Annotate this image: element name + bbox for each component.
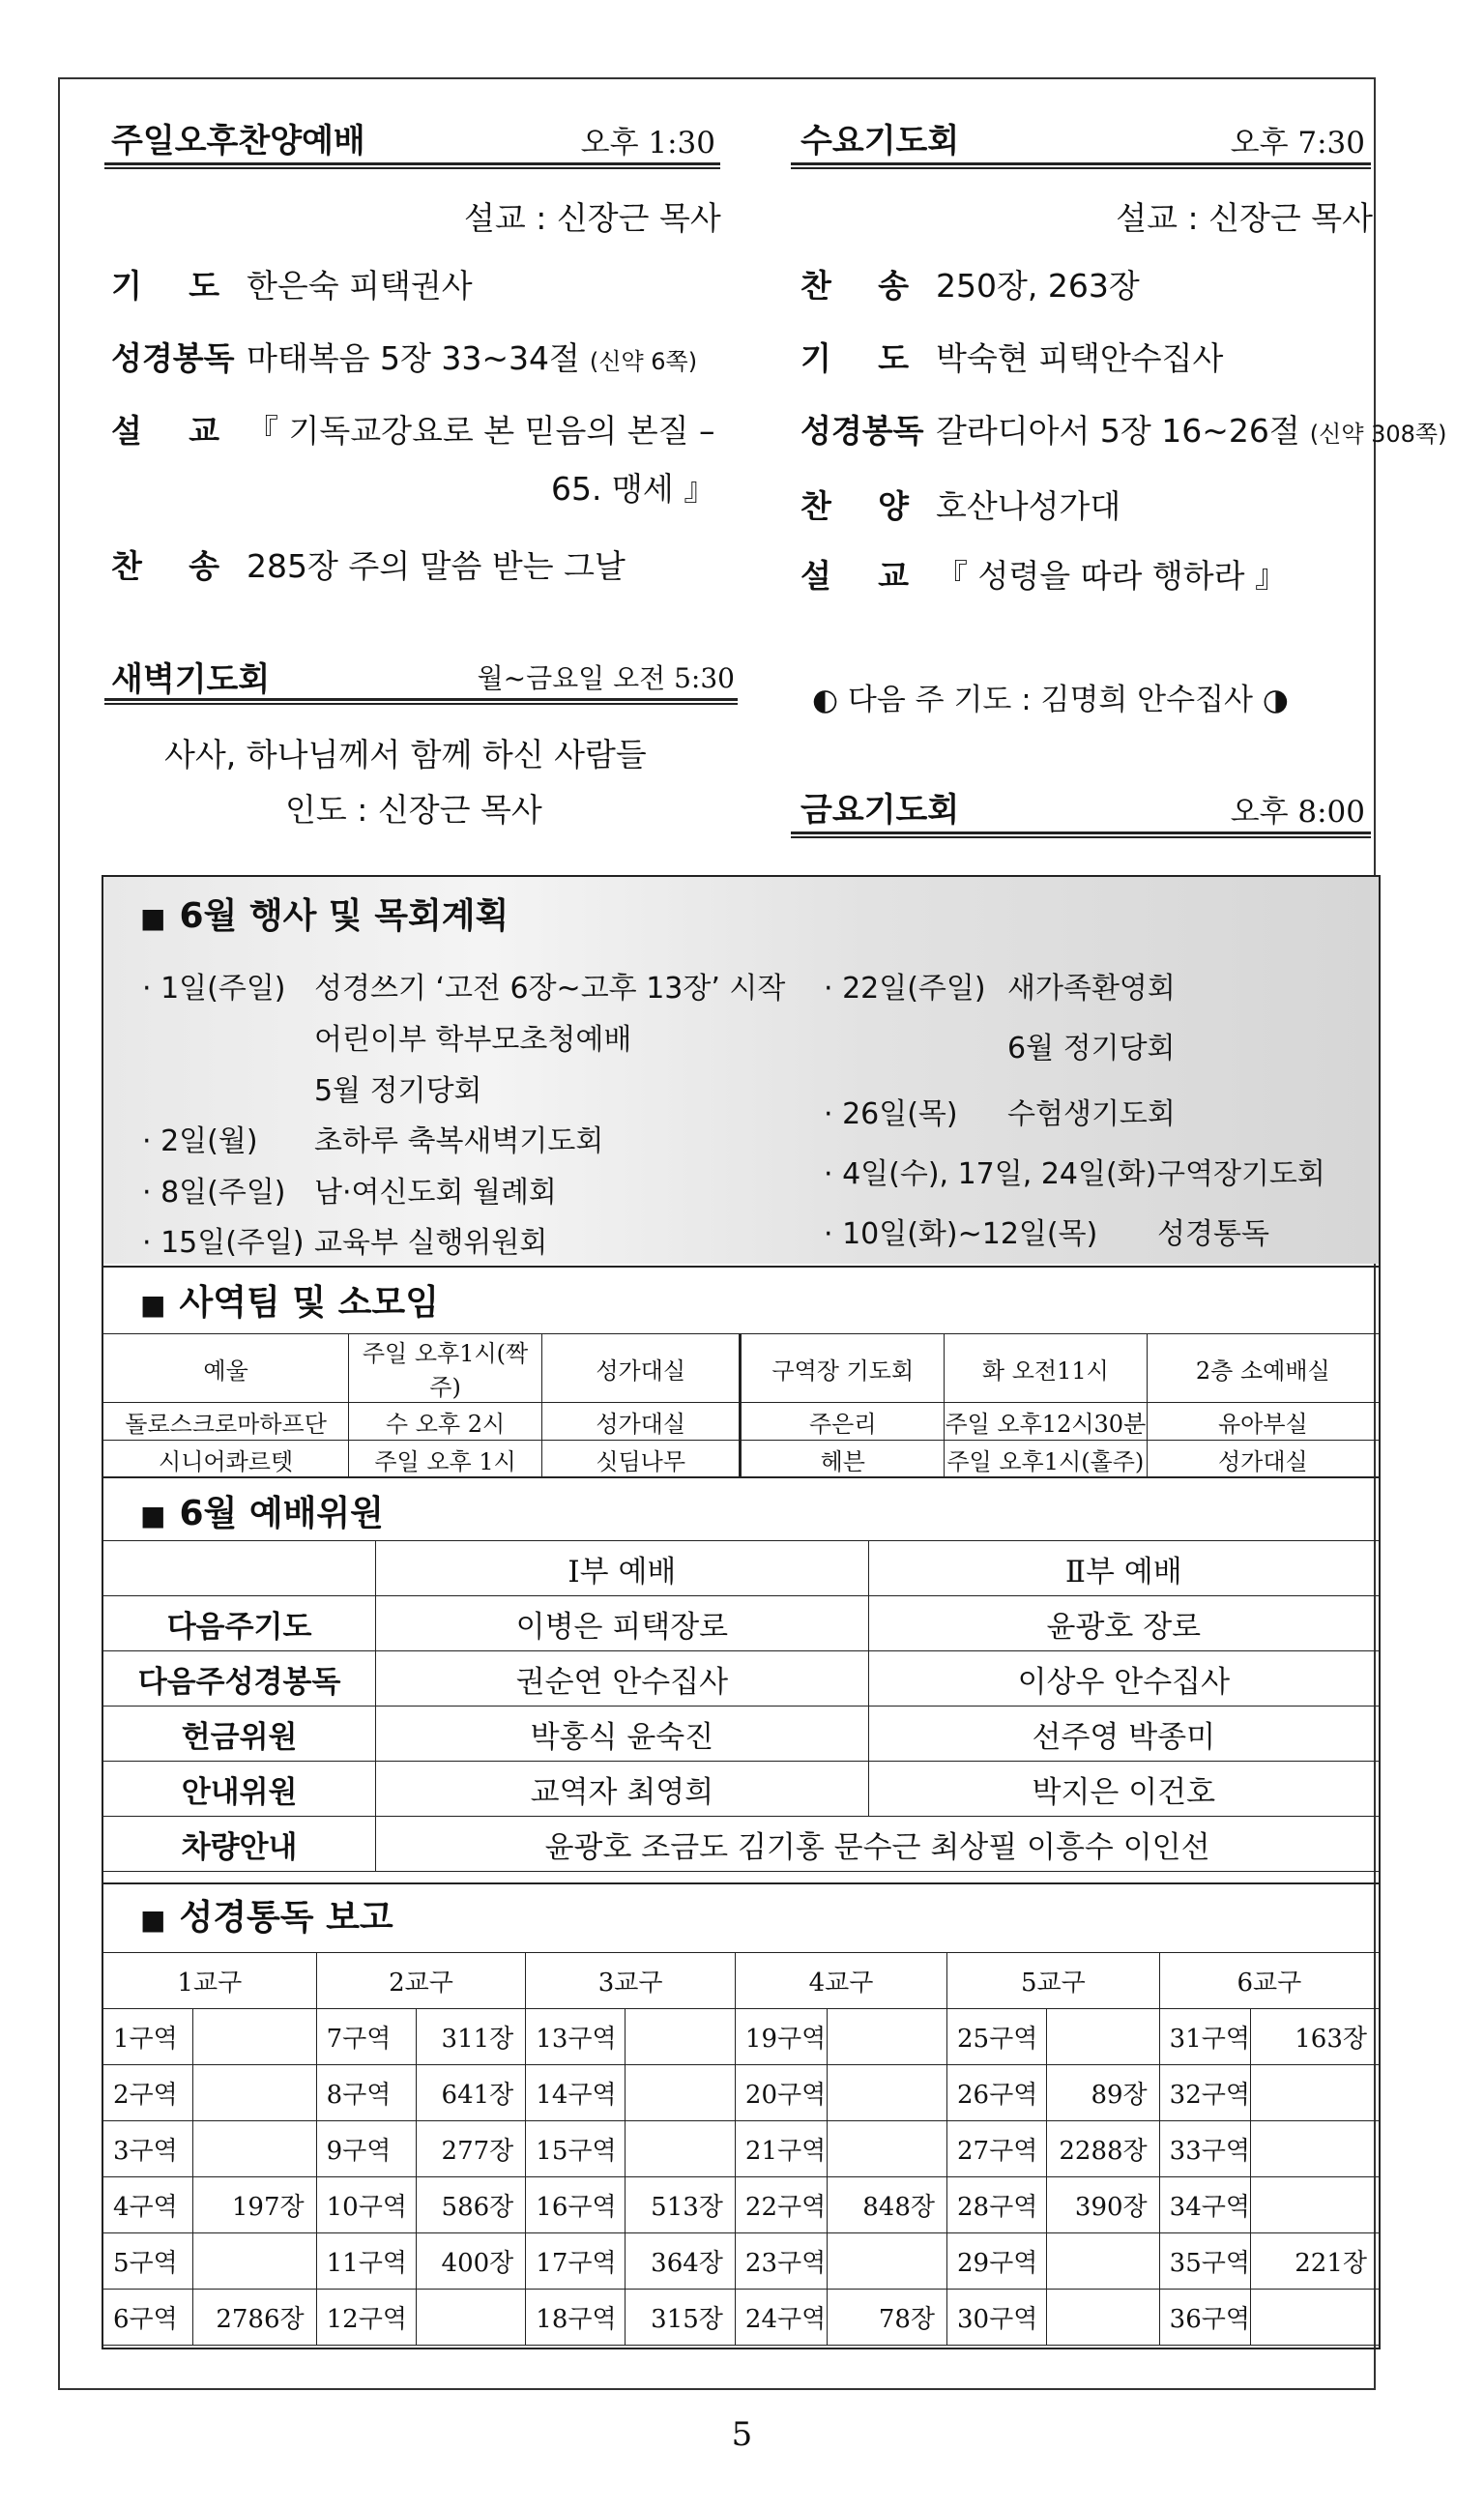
order-text: 『 성령을 따라 행하라 』: [936, 557, 1287, 595]
region-count: [626, 2009, 736, 2065]
friday-time: 오후 8:00: [1230, 795, 1365, 830]
order-label: [111, 406, 219, 452]
ministry-cell: 구역장 기도회: [741, 1334, 945, 1403]
region-count: [1046, 2290, 1159, 2346]
region-name: 19구역: [735, 2009, 827, 2065]
ministry-cell: 돌로스크로마하프단: [103, 1403, 349, 1441]
ministry-cell: 화 오전11시: [945, 1334, 1148, 1403]
region-count: 221장: [1251, 2233, 1380, 2290]
staff-first: 박홍식 윤숙진: [376, 1707, 868, 1762]
region-name: 27구역: [947, 2121, 1047, 2177]
staff-role: 다음주성경봉독: [103, 1651, 376, 1707]
bulletin-box: [102, 875, 1381, 2349]
staff-role: 안내위원: [103, 1762, 376, 1817]
region-count: [827, 2121, 946, 2177]
order-label-char: 송: [189, 547, 219, 585]
region-count: [827, 2009, 946, 2065]
event-text: 초하루 축복새벽기도회: [314, 1124, 604, 1158]
order-label: [800, 261, 909, 306]
ministry-row: [103, 1403, 1380, 1441]
ministry-table: [102, 1333, 1380, 1478]
region-name: 28구역: [947, 2177, 1047, 2233]
region-count: 78장: [827, 2290, 946, 2346]
bible-title: 성경통독 보고: [179, 1898, 393, 1938]
region-count: [626, 2065, 736, 2121]
order-label-char: 도: [189, 267, 219, 305]
region-count: [1046, 2009, 1159, 2065]
order-row: [551, 464, 715, 510]
event-row: [142, 1117, 603, 1159]
order-label-char: 송: [878, 267, 909, 305]
order-text: 285장 주의 말씀 받는 그날: [247, 547, 626, 585]
ministry-cell: 헤븐: [741, 1441, 945, 1478]
order-row: [111, 334, 697, 379]
friday-rule: [791, 831, 1371, 838]
region-count: 586장: [416, 2177, 526, 2233]
bible-report-table: [102, 1952, 1380, 2346]
region-name: 20구역: [735, 2065, 827, 2121]
order-row: [111, 541, 626, 587]
ministry-cell: 주은리: [741, 1403, 945, 1441]
district-header: 5교구: [947, 1953, 1160, 2009]
region-name: 5구역: [103, 2233, 193, 2290]
event-text: 수험생기도회: [1007, 1097, 1176, 1131]
order-label: [111, 261, 219, 306]
ministry-cell: 성가대실: [541, 1334, 741, 1403]
ministry-cell: 유아부실: [1147, 1403, 1379, 1441]
order-note: (신약 6쪽): [589, 348, 698, 375]
event-row: [142, 1015, 631, 1058]
wednesday-rule: [791, 162, 1371, 169]
region-name: 14구역: [526, 2065, 626, 2121]
region-name: 16구역: [526, 2177, 626, 2233]
staff-first: 권순연 안수집사: [376, 1651, 868, 1707]
region-name: 36구역: [1159, 2290, 1251, 2346]
staff-title: 6월 예배위원: [179, 1494, 384, 1533]
region-name: 9구역: [316, 2121, 416, 2177]
region-name: 33구역: [1159, 2121, 1251, 2177]
region-name: 25구역: [947, 2009, 1047, 2065]
order-row: [800, 406, 1446, 452]
region-name: 11구역: [316, 2233, 416, 2290]
region-name: 32구역: [1159, 2065, 1251, 2121]
ministry-cell: 주일 오후1시(짝주): [349, 1334, 542, 1403]
sunday-afternoon-title: 주일오후찬양예배: [111, 122, 365, 160]
sunday-afternoon-preacher: 설교 : 신장근 목사: [464, 199, 721, 237]
event-row: [824, 964, 1176, 1007]
region-name: 17구역: [526, 2233, 626, 2290]
next-week-prayer: ◐ 다음 주 기도 : 김명희 안수집사 ◑: [812, 683, 1289, 717]
divider: [103, 1882, 1379, 1884]
ministry-cell: 주일 오후12시30분: [945, 1403, 1148, 1441]
bible-row: [103, 2290, 1380, 2346]
staff-parking-row: [103, 1817, 1380, 1872]
region-count: 513장: [626, 2177, 736, 2233]
ministry-cell: 2층 소예배실: [1147, 1334, 1379, 1403]
region-count: 390장: [1046, 2177, 1159, 2233]
order-label-char: 설: [111, 412, 142, 450]
staff-second: 선주영 박종미: [868, 1707, 1379, 1762]
district-header: 3교구: [526, 1953, 736, 2009]
staff-second: 박지은 이건호: [868, 1762, 1379, 1817]
region-count: 641장: [416, 2065, 526, 2121]
district-header: 4교구: [735, 1953, 946, 2009]
dawn-title: 새벽기도회: [111, 660, 271, 699]
ministry-cell: 싯딤나무: [541, 1441, 741, 1478]
bible-row: [103, 2065, 1380, 2121]
event-date: · 15일(주일): [142, 1226, 305, 1260]
region-name: 24구역: [735, 2290, 827, 2346]
event-date: · 26일(목): [824, 1097, 958, 1131]
region-count: 277장: [416, 2121, 526, 2177]
staff-role: 다음주기도: [103, 1596, 376, 1651]
event-text: 성경쓰기 ‘고전 6장~고후 13장’ 시작: [314, 972, 786, 1006]
order-row: [111, 261, 473, 306]
event-row: [142, 1168, 557, 1211]
region-name: 2구역: [103, 2065, 193, 2121]
parking-role: 차량안내: [103, 1817, 376, 1872]
region-name: 30구역: [947, 2290, 1047, 2346]
region-count: [1251, 2177, 1380, 2233]
order-label: [800, 551, 909, 597]
region-count: [1251, 2290, 1380, 2346]
staff-role: 헌금위원: [103, 1707, 376, 1762]
region-count: [193, 2009, 316, 2065]
region-count: [193, 2121, 316, 2177]
region-name: 29구역: [947, 2233, 1047, 2290]
ministry-row: [103, 1441, 1380, 1478]
wednesday-title: 수요기도회: [800, 122, 960, 160]
region-name: 7구역: [316, 2009, 416, 2065]
order-label-char: 기: [800, 339, 831, 377]
ministry-header: ■ 사역팀 및 소모임: [140, 1283, 439, 1323]
order-row: [800, 551, 1287, 597]
region-name: 31구역: [1159, 2009, 1251, 2065]
region-name: 12구역: [316, 2290, 416, 2346]
region-name: 10구역: [316, 2177, 416, 2233]
region-name: 15구역: [526, 2121, 626, 2177]
event-text: 남·여신도회 월례회: [314, 1176, 557, 1210]
order-row: [800, 261, 1140, 306]
region-count: [193, 2233, 316, 2290]
friday-title: 금요기도회: [800, 791, 960, 830]
region-count: 315장: [626, 2290, 736, 2346]
staff-table: [102, 1540, 1380, 1872]
region-name: 26구역: [947, 2065, 1047, 2121]
page-number: 5: [731, 2415, 753, 2454]
event-date: · 10일(화)~12일(목): [824, 1217, 1098, 1251]
wednesday-preacher: 설교 : 신장근 목사: [1116, 199, 1373, 237]
region-count: [416, 2290, 526, 2346]
order-text: 호산나성가대: [936, 487, 1121, 525]
bible-row: [103, 2121, 1380, 2177]
staff-row: [103, 1707, 1380, 1762]
event-date: · 4일(수), 17일, 24일(화): [824, 1157, 1157, 1191]
region-name: 13구역: [526, 2009, 626, 2065]
event-text: 어린이부 학부모초청예배: [314, 1023, 632, 1057]
region-count: [193, 2065, 316, 2121]
event-row: [142, 964, 785, 1007]
event-text: 성경통독: [1157, 1217, 1269, 1251]
ministry-cell: 예울: [103, 1334, 349, 1403]
region-count: [1251, 2065, 1380, 2121]
ministry-cell: 성가대실: [1147, 1441, 1379, 1478]
ministry-cell: 주일 오후1시(홀주): [945, 1441, 1148, 1478]
order-label-char: 도: [878, 339, 909, 377]
region-name: 35구역: [1159, 2233, 1251, 2290]
event-date: · 22일(주일): [824, 972, 986, 1006]
region-count: 89장: [1046, 2065, 1159, 2121]
order-label: 성경봉독: [800, 412, 924, 450]
event-row: [824, 1090, 1176, 1132]
wednesday-time: 오후 7:30: [1230, 126, 1365, 160]
district-header: 6교구: [1159, 1953, 1379, 2009]
region-count: 163장: [1251, 2009, 1380, 2065]
region-name: 4구역: [103, 2177, 193, 2233]
order-text: 마태복음 5장 33~34절: [247, 339, 580, 377]
staff-row: [103, 1651, 1380, 1707]
event-row: [142, 1218, 547, 1261]
event-date: · 1일(주일): [142, 972, 286, 1006]
event-text: 6월 정기당회: [1007, 1032, 1176, 1065]
region-count: [626, 2121, 736, 2177]
order-label: 성경봉독: [111, 339, 235, 377]
order-label-char: 교: [878, 557, 909, 595]
dawn-time: 월~금요일 오전 5:30: [477, 662, 735, 694]
staff-corner: [103, 1541, 376, 1596]
divider: [103, 1476, 1379, 1478]
ministry-cell: 주일 오후 1시: [349, 1441, 542, 1478]
staff-first: 교역자 최영희: [376, 1762, 868, 1817]
event-text: 구역장기도회: [1157, 1157, 1325, 1191]
events-title: 6월 행사 및 목회계획: [179, 896, 509, 936]
staff-first: 이병은 피택장로: [376, 1596, 868, 1651]
dawn-topic: 사사, 하나님께서 함께 하신 사람들: [164, 736, 647, 773]
order-text: 박숙현 피택안수집사: [936, 339, 1224, 377]
order-text: 갈라디아서 5장 16~26절: [936, 412, 1300, 450]
staff-col2: Ⅱ부 예배: [868, 1541, 1379, 1596]
event-row: [824, 1024, 1176, 1066]
order-text: 65. 맹세 』: [551, 470, 716, 508]
staff-row: [103, 1596, 1380, 1651]
district-header: 1교구: [103, 1953, 317, 2009]
event-row: [824, 1150, 1325, 1192]
event-date: · 2일(월): [142, 1124, 258, 1158]
dawn-rule: [104, 698, 738, 705]
dawn-leader: 인도 : 신장근 목사: [285, 791, 542, 829]
staff-header-row: [103, 1541, 1380, 1596]
staff-header: ■ 6월 예배위원: [140, 1494, 384, 1533]
bible-row: [103, 2009, 1380, 2065]
order-note: (신약 308쪽): [1309, 421, 1447, 448]
order-row: [800, 481, 1120, 527]
region-count: 400장: [416, 2233, 526, 2290]
region-count: 197장: [193, 2177, 316, 2233]
staff-second: 이상우 안수집사: [868, 1651, 1379, 1707]
order-label: [800, 334, 909, 379]
region-count: 848장: [827, 2177, 946, 2233]
event-text: 교육부 실행위원회: [314, 1226, 548, 1260]
event-row: [824, 1210, 1269, 1252]
event-text: 5월 정기당회: [314, 1074, 482, 1108]
sunday-afternoon-rule: [104, 162, 720, 169]
parking-names: 윤광호 조금도 김기홍 문수근 최상필 이흥수 이인선: [376, 1817, 1380, 1872]
order-label-char: 찬: [800, 487, 831, 525]
order-label: [111, 541, 219, 587]
region-count: [1251, 2121, 1380, 2177]
region-count: [827, 2065, 946, 2121]
order-label-char: 교: [189, 412, 219, 450]
region-name: 23구역: [735, 2233, 827, 2290]
region-name: 34구역: [1159, 2177, 1251, 2233]
region-name: 1구역: [103, 2009, 193, 2065]
bible-row: [103, 2177, 1380, 2233]
ministry-cell: 성가대실: [541, 1403, 741, 1441]
region-name: 18구역: [526, 2290, 626, 2346]
staff-col1: Ⅰ부 예배: [376, 1541, 868, 1596]
bible-row: [103, 2233, 1380, 2290]
staff-second: 윤광호 장로: [868, 1596, 1379, 1651]
order-text: 한은숙 피택권사: [247, 267, 473, 305]
order-text: 『 기독교강요로 본 믿음의 본질 –: [247, 412, 715, 450]
events-header: ■ 6월 행사 및 목회계획: [140, 896, 509, 936]
bible-header-row: [103, 1953, 1380, 2009]
order-label-char: 찬: [111, 547, 142, 585]
sunday-afternoon-time: 오후 1:30: [580, 126, 715, 160]
region-name: 3구역: [103, 2121, 193, 2177]
order-row: [800, 334, 1223, 379]
order-text: 250장, 263장: [936, 267, 1140, 305]
region-name: 22구역: [735, 2177, 827, 2233]
region-name: 8구역: [316, 2065, 416, 2121]
region-count: 2288장: [1046, 2121, 1159, 2177]
region-count: [1046, 2233, 1159, 2290]
ministry-cell: 수 오후 2시: [349, 1403, 542, 1441]
order-row: [111, 406, 715, 452]
event-date: · 8일(주일): [142, 1176, 286, 1210]
order-label-char: 찬: [800, 267, 831, 305]
region-name: 6구역: [103, 2290, 193, 2346]
ministry-row: [103, 1334, 1380, 1403]
region-count: 2786장: [193, 2290, 316, 2346]
staff-row: [103, 1762, 1380, 1817]
event-row: [142, 1066, 482, 1109]
order-label-char: 기: [111, 267, 142, 305]
ministry-cell: 시니어콰르텟: [103, 1441, 349, 1478]
event-text: 새가족환영회: [1007, 972, 1176, 1006]
district-header: 2교구: [316, 1953, 526, 2009]
divider: [103, 1266, 1379, 1268]
order-label: [800, 481, 909, 527]
order-label-char: 설: [800, 557, 831, 595]
region-count: 311장: [416, 2009, 526, 2065]
region-count: [827, 2233, 946, 2290]
order-label-char: 양: [878, 487, 909, 525]
ministry-title: 사역팀 및 소모임: [179, 1283, 439, 1323]
bible-header: ■ 성경통독 보고: [140, 1898, 393, 1938]
region-name: 21구역: [735, 2121, 827, 2177]
region-count: 364장: [626, 2233, 736, 2290]
